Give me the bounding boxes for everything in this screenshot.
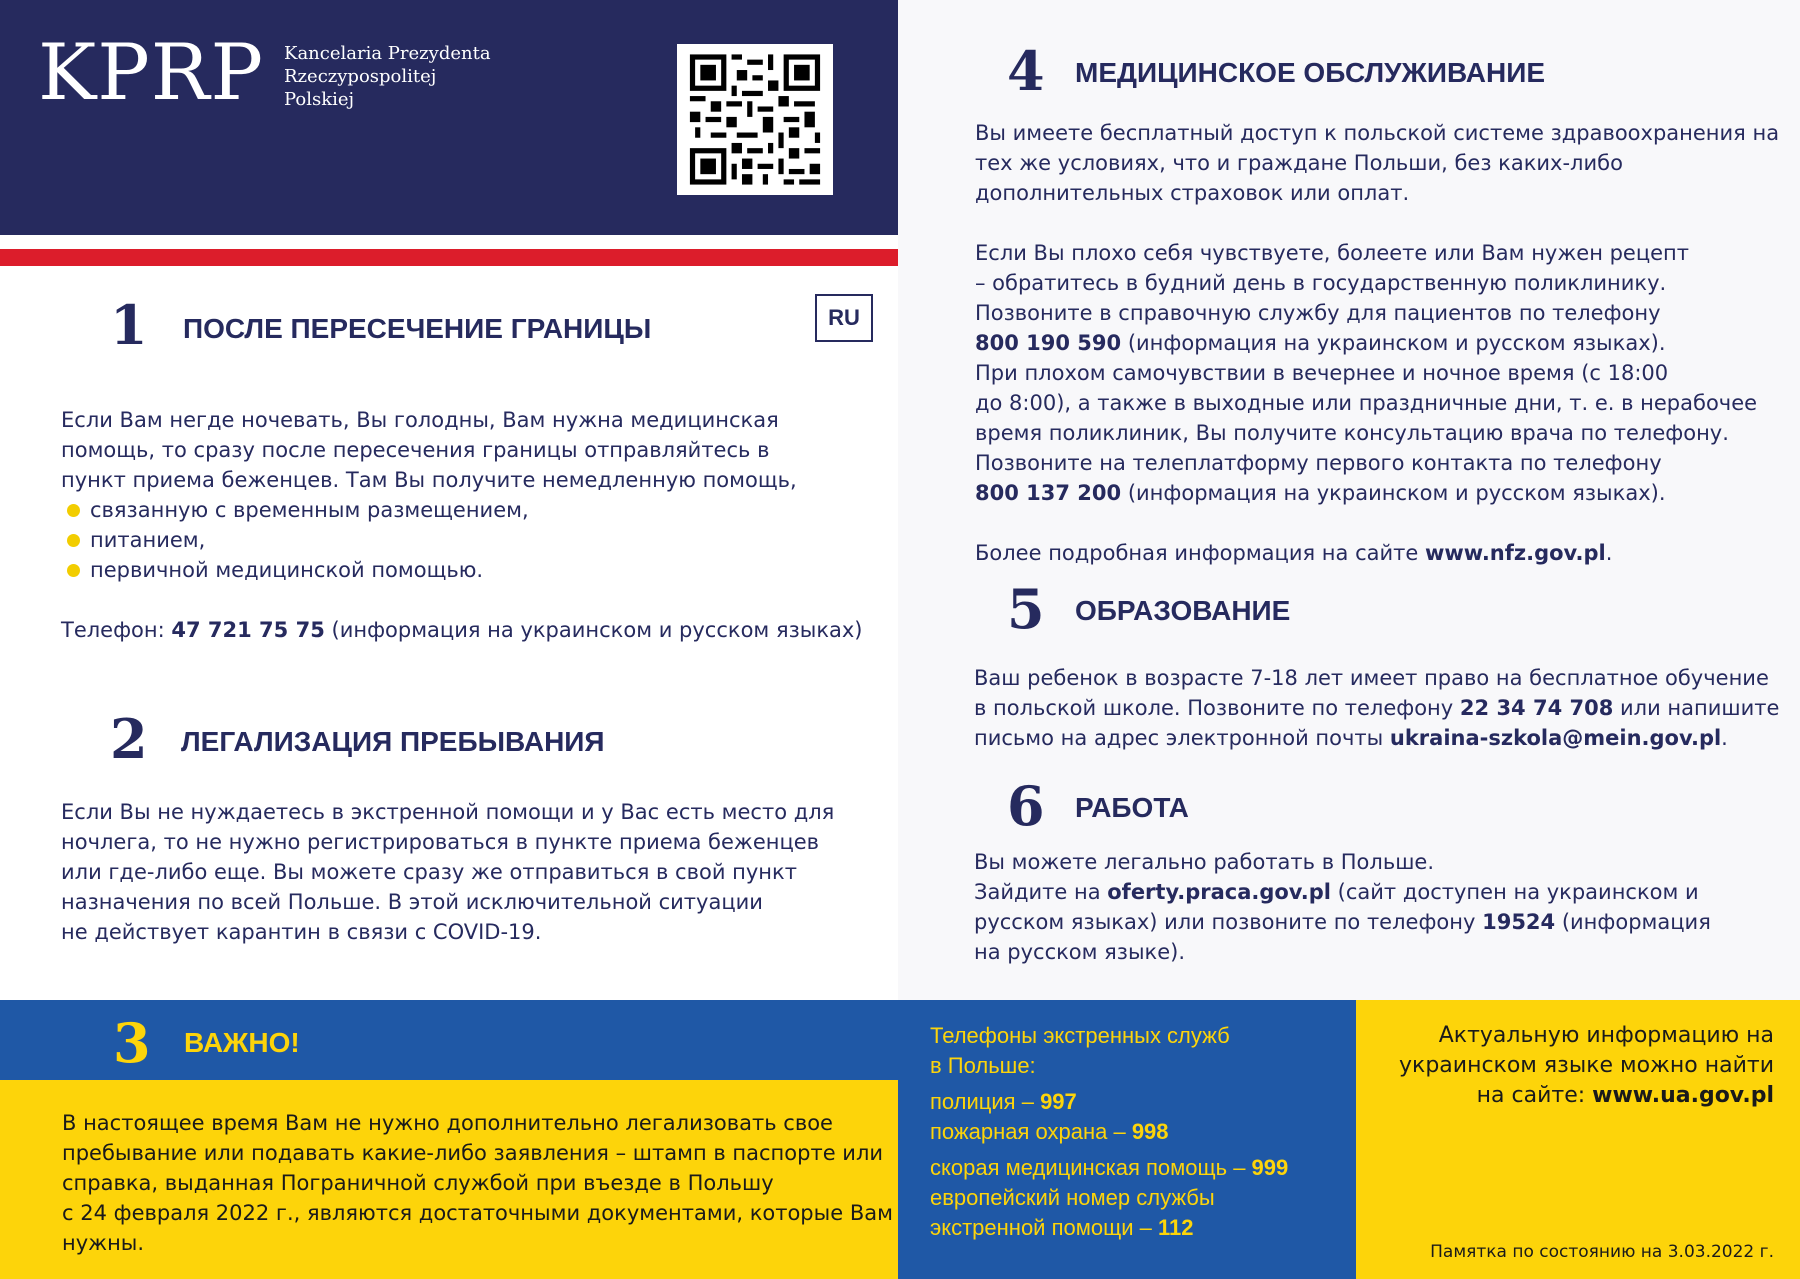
ambulance-line: скорая медицинская помощь – 999 [930, 1155, 1289, 1180]
language-badge: RU [815, 294, 873, 342]
flag-stripe-red [0, 249, 898, 266]
phone-number[interactable]: 800 190 590 [975, 331, 1122, 355]
bullet-item: связанную с временным размещением, [61, 495, 863, 525]
text-line: на сайте: www.ua.gov.pl [1476, 1083, 1774, 1108]
text-line: – обратитесь в будний день в государственную поликлинику. [975, 271, 1667, 295]
praca-link[interactable]: oferty.praca.gov.pl [1107, 880, 1331, 904]
phone-line: 800 137 200 (информация на украинском и русском языках). [975, 481, 1666, 505]
bullet-dot-icon [67, 564, 80, 577]
text-line: или где-либо еще. Вы можете сразу же отправиться в свой пункт [61, 860, 797, 884]
phone-number[interactable]: 112 [1157, 1215, 1194, 1240]
bullet-dot-icon [67, 534, 80, 547]
footer-note: Памятка по состоянию на 3.03.2022 г. [1430, 1242, 1774, 1262]
text-line: в польской школе. Позвоните по телефону 22 34 74 708 или напишите [974, 696, 1780, 720]
bullet-item: питанием, [61, 525, 863, 555]
section-1-title: ПОСЛЕ ПЕРЕСЕЧЕНИЕ ГРАНИЦЫ [183, 313, 652, 344]
section-4-body [975, 118, 1779, 568]
text-line: Если Вам негде ночевать, Вы голодны, Вам нужна медицинская [61, 408, 779, 432]
text-line: Если Вы плохо себя чувствуете, болеете или Вам нужен рецепт [975, 241, 1690, 265]
police-line: полиция – 997 [930, 1089, 1077, 1114]
section-2-number: 2 [110, 707, 148, 771]
section-1-number: 1 [110, 293, 148, 357]
text-line: тех же условиях, что и граждане Польши, без каких-либо [975, 151, 1623, 175]
text-line: Вы можете легально работать в Польше. [974, 850, 1435, 874]
text-line: русском языках) или позвоните по телефону 19524 (информация [974, 910, 1711, 934]
section-3-number: 3 [113, 1011, 151, 1075]
text-line: Вы имеете бесплатный доступ к польской системе здравоохранения на [975, 121, 1780, 145]
phone-number[interactable]: 997 [1040, 1089, 1077, 1114]
phone-number[interactable]: 22 34 74 708 [1459, 696, 1614, 720]
email-link[interactable]: ukraina-szkola@mein.gov.pl [1389, 726, 1722, 750]
eu-line: экстренной помощи – 112 [930, 1215, 1194, 1240]
phone-line: 800 190 590 (информация на украинском и русском языках). [975, 331, 1666, 355]
phone-number[interactable]: 999 [1251, 1155, 1289, 1180]
section-5-body [974, 663, 1779, 753]
text-line: справка, выданная Пограничной службой при въезде в Польшу [62, 1171, 774, 1195]
text-line: Ваш ребенок в возрасте 7-18 лет имеет право на бесплатное обучение [974, 666, 1769, 690]
nfz-link[interactable]: www.nfz.gov.pl [1424, 541, 1606, 565]
text-line: В настоящее время Вам не нужно дополнительно легализовать свое [62, 1111, 833, 1135]
text-line: до 8:00), а также в выходные или праздничные дни, т. е. в нерабочее [975, 391, 1758, 415]
logo-text [284, 42, 491, 111]
bullet-item: первичной медицинской помощью. [61, 555, 863, 585]
emergency-title: Телефоны экстренных служб [930, 1023, 1230, 1048]
text-line: на русском языке). [974, 940, 1186, 964]
ua-info [1399, 1021, 1774, 1111]
text-line: Зайдите на oferty.praca.gov.pl (сайт доступен на украинском и [974, 880, 1699, 904]
phone-number[interactable]: 800 137 200 [975, 481, 1122, 505]
logo-line: Rzeczypospolitej [284, 66, 437, 87]
section-6-body [974, 847, 1711, 967]
text-line: помощь, то сразу после пересечения границы отправляйтесь в [61, 438, 770, 462]
section-6-title: РАБОТА [1075, 792, 1189, 823]
section-1-body [61, 405, 863, 645]
section-6-number: 6 [1007, 774, 1045, 838]
text-line: с 24 февраля 2022 г., являются достаточными документами, которые Вам [62, 1201, 893, 1225]
text-line: Актуальную информацию на [1438, 1023, 1774, 1048]
section-2-title: ЛЕГАЛИЗАЦИЯ ПРЕБЫВАНИЯ [181, 726, 605, 757]
section-4-title: МЕДИЦИНСКОЕ ОБСЛУЖИВАНИЕ [1075, 57, 1546, 88]
text-line: дополнительных страховок или оплат. [975, 181, 1410, 205]
section-5-number: 5 [1007, 577, 1045, 641]
section-3-title: ВАЖНО! [184, 1027, 300, 1058]
emergency-title: в Польше: [930, 1053, 1036, 1078]
text-line: Позвоните в справочную службу для пациентов по телефону [975, 301, 1661, 325]
eu-line: европейский номер службы [930, 1185, 1215, 1210]
text-line: При плохом самочувствии в вечернее и ночное время (с 18:00 [975, 361, 1669, 385]
emergency-numbers [930, 1021, 1288, 1243]
text-line: не действует карантин в связи с COVID-19. [61, 920, 542, 944]
section-5-title: ОБРАЗОВАНИЕ [1075, 595, 1291, 626]
text-line: назначения по всей Польше. В этой исключительной ситуации [61, 890, 763, 914]
text-line: ночлега, то не нужно регистрироваться в пункте приема беженцев [61, 830, 820, 854]
phone-line: Телефон: 47 721 75 75 (информация на украинском и русском языках) [61, 618, 863, 642]
text-line: нужны. [62, 1231, 145, 1255]
kprp-logo: KPRP [38, 28, 264, 118]
text-line: письмо на адрес электронной почты ukraina-szkola@mein.gov.pl. [974, 726, 1728, 750]
text-line: украинском языке можно найти [1399, 1053, 1774, 1078]
section-2-body [61, 797, 834, 947]
logo-line: Kancelaria Prezydenta [284, 43, 491, 64]
text-line: время поликлиник, Вы получите консультацию врача по телефону. [975, 421, 1729, 445]
fire-line: пожарная охрана – 998 [930, 1119, 1169, 1144]
qr-code-icon[interactable] [677, 44, 833, 195]
section-4-number: 4 [1007, 39, 1045, 103]
text-line: пункт приема беженцев. Там Вы получите немедленную помощь, [61, 468, 797, 492]
ua-gov-link[interactable]: www.ua.gov.pl [1592, 1083, 1774, 1108]
phone-number[interactable]: 47 721 75 75 [171, 618, 325, 642]
section-3-body [62, 1108, 893, 1258]
logo-line: Polskiej [284, 89, 355, 110]
phone-number[interactable]: 998 [1131, 1119, 1169, 1144]
text-line: Позвоните на телеплатформу первого контакта по телефону [975, 451, 1662, 475]
flag-stripe-white [0, 235, 898, 249]
text-line: пребывание или подавать какие-либо заявления – штамп в паспорте или [62, 1141, 884, 1165]
bullet-dot-icon [67, 504, 80, 517]
more-info-line: Более подробная информация на сайте www.nfz.gov.pl. [975, 541, 1613, 565]
phone-number[interactable]: 19524 [1482, 910, 1556, 934]
text-line: Если Вы не нуждаетесь в экстренной помощи и у Вас есть место для [61, 800, 835, 824]
